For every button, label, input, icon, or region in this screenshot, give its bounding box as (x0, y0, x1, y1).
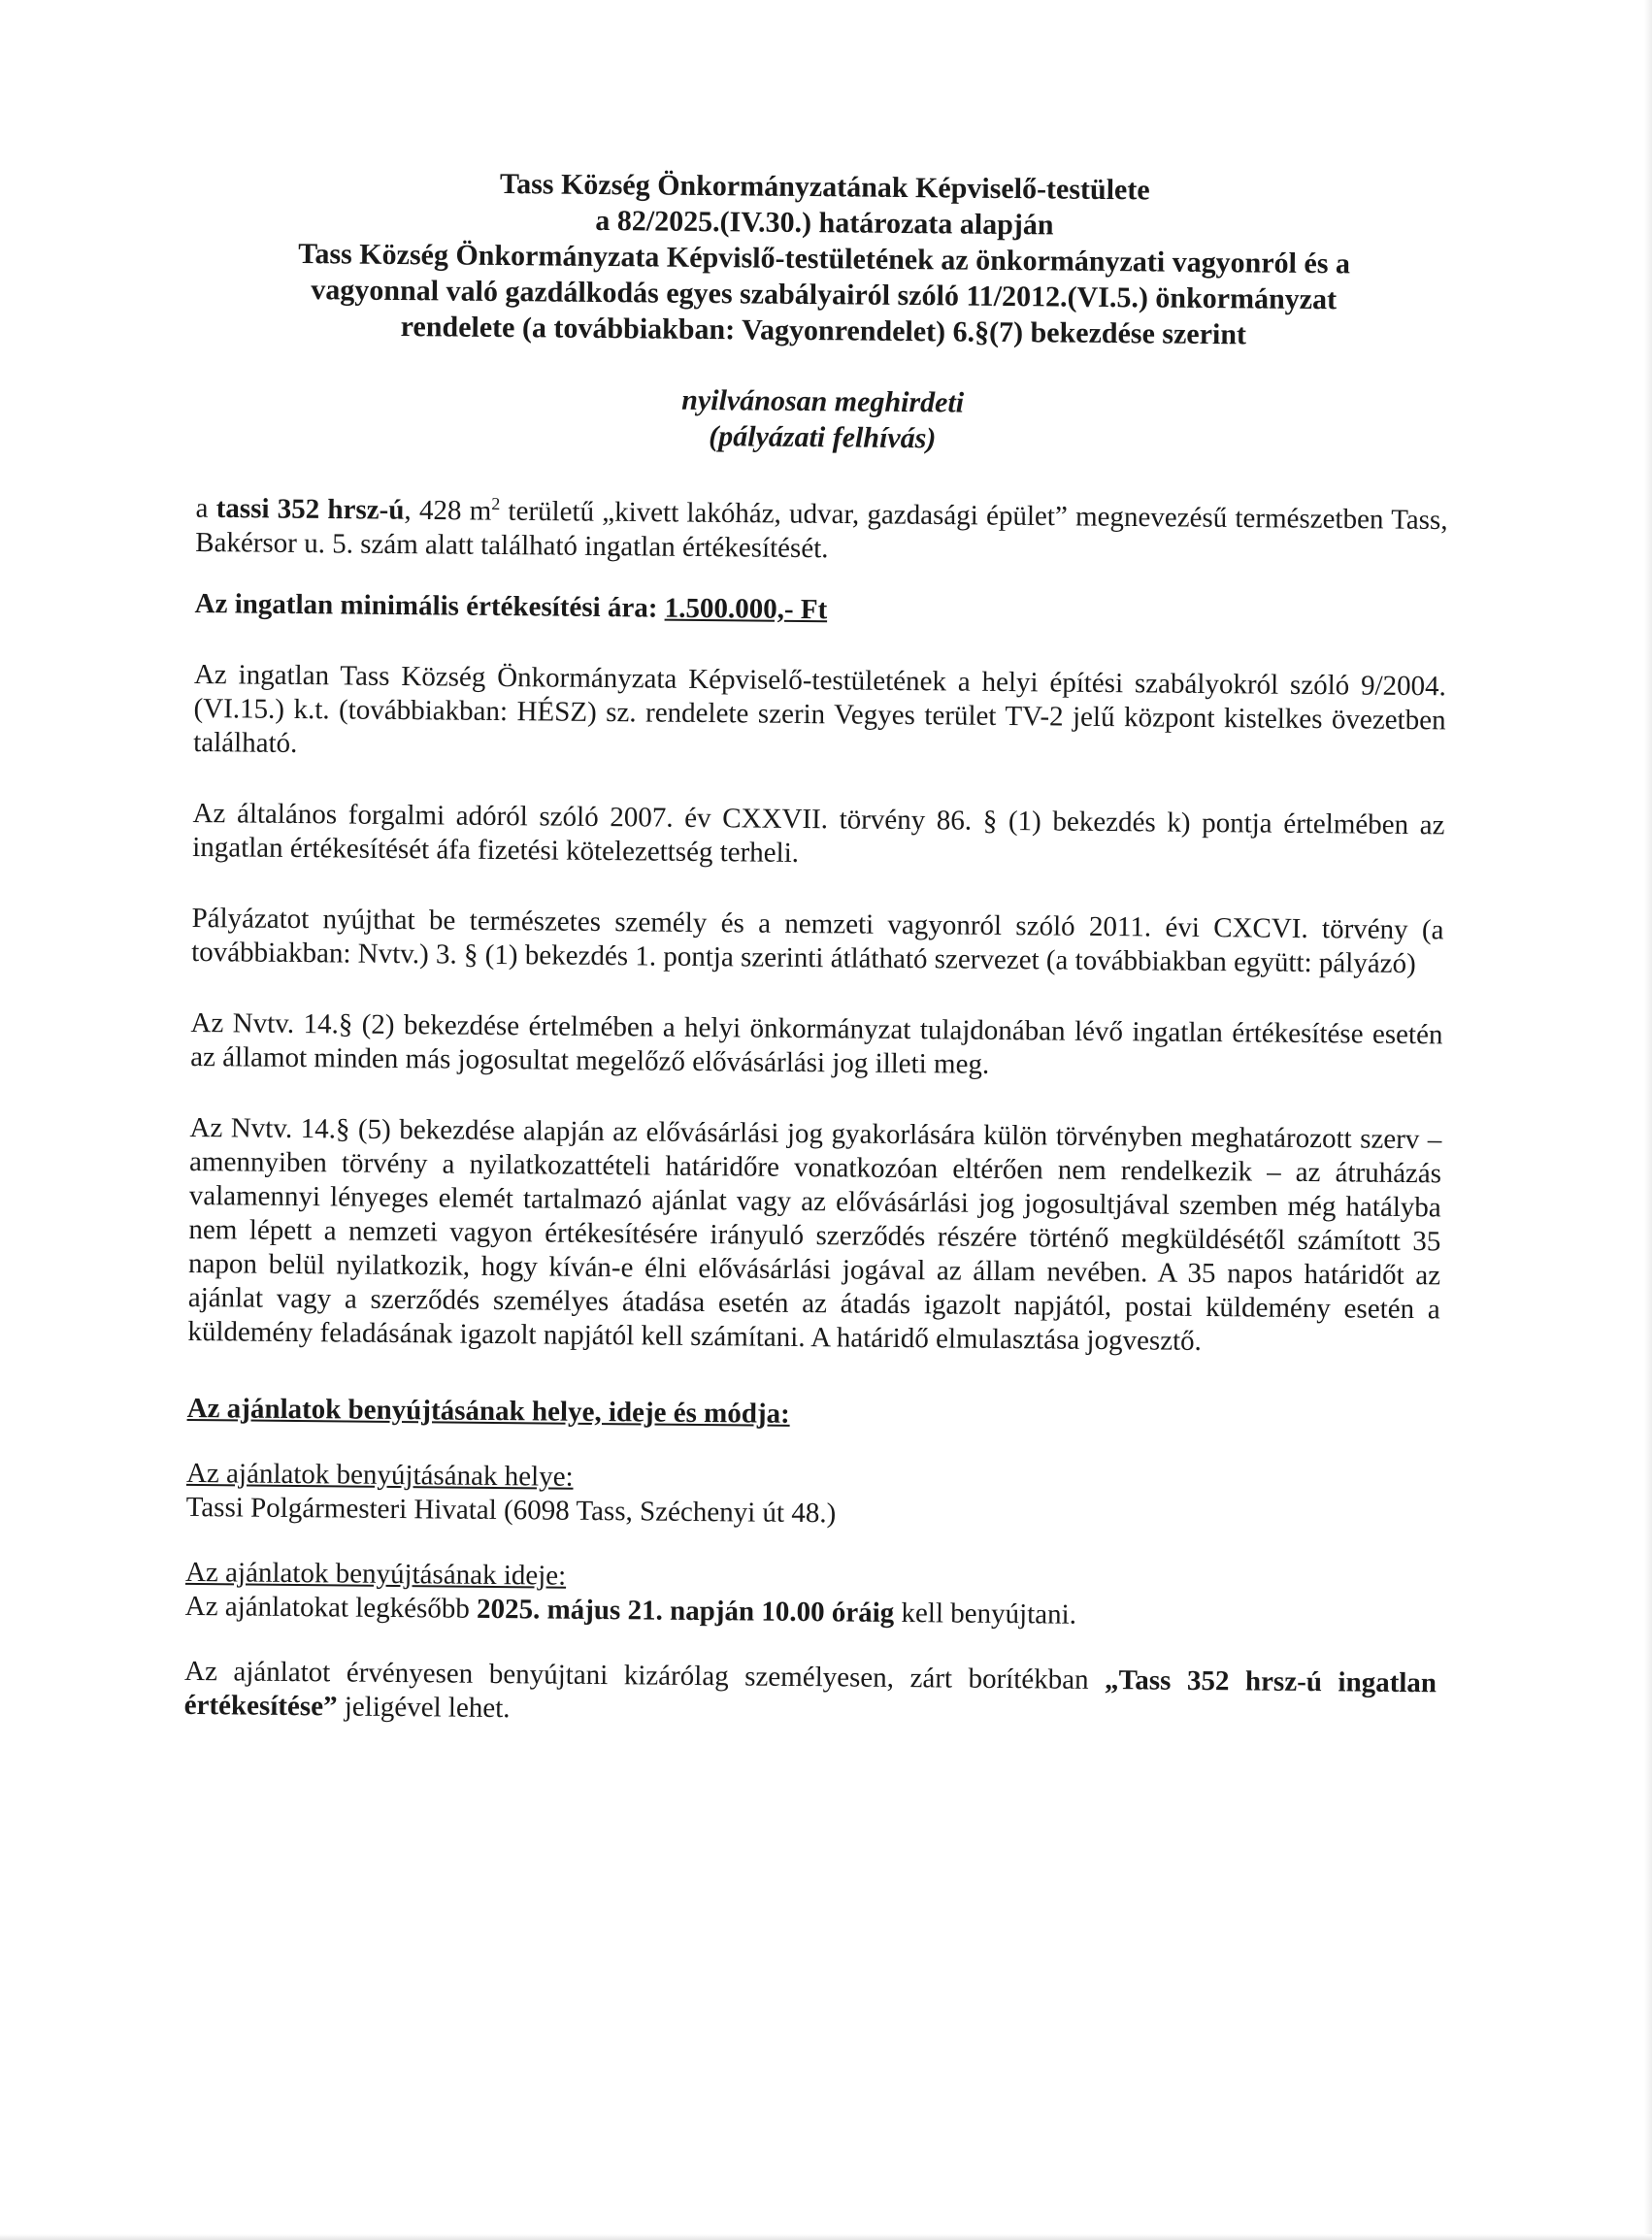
submission-place-label: Az ajánlatok benyújtásának helye: (185, 1457, 574, 1493)
minimum-price (194, 587, 1446, 633)
submission-time-label: Az ajánlatok benyújtásának ideje: (184, 1556, 567, 1592)
submission-method-pre: Az ajánlatot érvényesen benyújtani kizárólag személyesen, zárt borítékban (183, 1655, 1106, 1696)
submission-time-post: kell benyújtani. (894, 1597, 1077, 1631)
heading-line-4: vagyonnal való gazdálkodás egyes szabályairól szóló 11/2012.(VI.5.) önkormányzat (311, 274, 1338, 316)
property-pre: a (195, 492, 216, 524)
submission-method (184, 1655, 1437, 1734)
zoning-paragraph: Az ingatlan Tass Község Önkormányzata Képviselő-testületének a helyi építési szabályokról szóló 9/2004. (VI.15.) k.t. (továbbiakban: HÉSZ) sz. rendelete szerin Vegyes terület TV-2 jelű központ kistelkes övezetben található. (193, 658, 1447, 759)
submission-envelope-label: „Tass 352 hrsz-ú ingatlan értékesítése” (183, 1664, 1437, 1723)
announcement-line-1: nyilvánosan meghirdeti (681, 383, 965, 419)
announcement-title (196, 378, 1449, 461)
submission-deadline: 2025. május 21. napján 10.00 óráig (476, 1593, 895, 1629)
heading-line-5: rendelete (a továbbiakban: Vagyonrendelet) 6.§(7) bekezdése szerint (400, 311, 1247, 351)
submission-method-post: jeligével lehet. (337, 1691, 511, 1724)
property-area: , 428 m (404, 494, 492, 527)
property-rest: területű „kivett lakóház, udvar, gazdasági épület” megnevezésű természetben Tass, Bakérsor u. 5. szám alatt található ingatlan értékesítését. (195, 495, 1448, 564)
announcement-line-2: (pályázati felhívás) (709, 420, 937, 455)
scan-edge-shadow (1644, 0, 1652, 2240)
property-area-unit-exp: 2 (491, 493, 501, 513)
vat-paragraph: Az általános forgalmi adóról szóló 2007. év CXXVII. törvény 86. § (1) bekezdés k) pontja értelmében az ingatlan értékesítését áfa fizetési kötelezettség terheli. (192, 797, 1445, 869)
heading-line-2: a 82/2025.(IV.30.) határozata alapján (595, 204, 1054, 242)
preemption-paragraph: Az Nvtv. 14.§ (2) bekezdése értelmében a helyi önkormányzat tulajdonában lévő ingatlan értékesítése esetén az államot minden más jogosultat megelőző elővásárlási jog illeti meg. (190, 1006, 1443, 1080)
minimum-price-value: 1.500.000,- Ft (664, 592, 828, 625)
submission-place-value: Tassi Polgármesteri Hivatal (6098 Tass, Széchenyi út 48.) (185, 1491, 837, 1530)
document-body (184, 163, 1451, 1734)
property-description (195, 484, 1448, 572)
scan-bottom-shadow (0, 2234, 1652, 2240)
submission-time-pre: Az ajánlatokat legkésőbb (184, 1590, 478, 1625)
applicants-paragraph: Pályázatot nyújthat be természetes személy és a nemzeti vagyonról szóló 2011. évi CXCVI. törvény (a továbbiakban: Nvtv.) 3. § (1) bekezdés 1. pontja szerinti átlátható szervezet (a továbbiakban együtt: pályázó) (191, 902, 1444, 979)
document-heading (197, 163, 1451, 354)
procedure-paragraph: Az Nvtv. 14.§ (5) bekezdése alapján az elővásárlási jog gyakorlására külön törvényben meghatározott szerv – amennyiben törvény a nyilatkozattételi határidőre vonatkozóan eltérően nem rendelkezik – az átruházás valamennyi lényeges elemét tartalmazó ajánlat vagy az elővásárlási jog jogosultjával szemben még hatályba nem lépett a nemzeti vagyon értékesítésére irányuló szerződés részére történő megküldésétől számított 35 napon belül nyilatkozik, hogy kíván-e élni elővásárlási jogával az állam nevében. A 35 napos határidőt az ajánlat vagy a szerződés személyes átadása esetén az átadás igazolt napjától, postai küldemény esetén a küldemény feladásának igazolt napjától kell számítani. A határidő elmulasztása jogvesztő. (187, 1111, 1442, 1357)
submission-section-title: Az ajánlatok benyújtásának helye, ideje és módja: (186, 1392, 790, 1430)
heading-line-1: Tass Község Önkormányzatának Képviselő-testülete (499, 167, 1150, 207)
heading-line-3: Tass Község Önkormányzata Képvislő-testületének az önkormányzati vagyonról és a (298, 237, 1351, 280)
minimum-price-label: Az ingatlan minimális értékesítési ára: (194, 587, 665, 624)
property-lot: tassi 352 hrsz-ú (215, 492, 405, 526)
